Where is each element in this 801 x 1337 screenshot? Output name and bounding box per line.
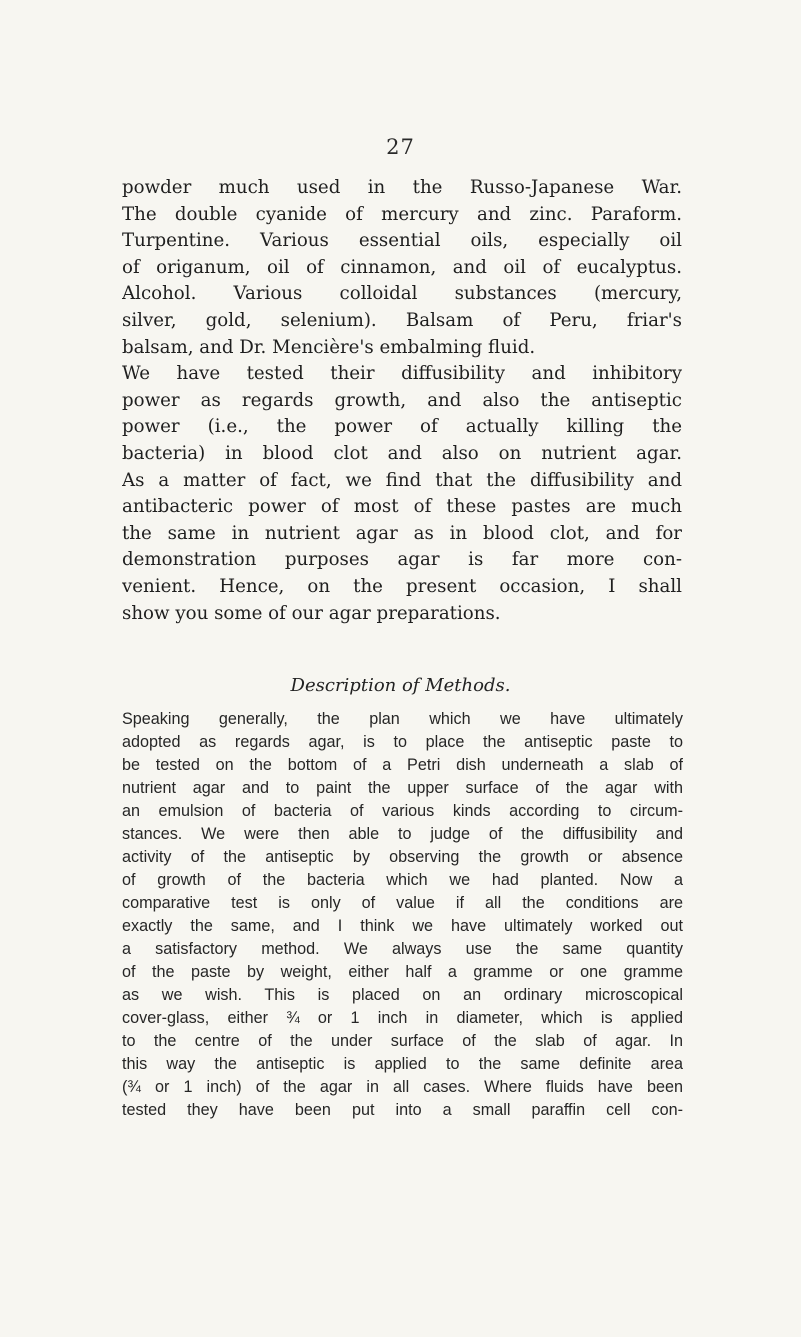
text-line: Alcohol. Various colloidal substances (mercury, bbox=[122, 283, 682, 305]
text-line: balsam, and Dr. Mencière's embalming fluid. bbox=[122, 336, 536, 358]
text-line: tested they have been put into a small paraffin cell con- bbox=[122, 1101, 683, 1119]
text-line: powder much used in the Russo-Japanese War. bbox=[122, 177, 682, 198]
text-line: power as regards growth, and also the antiseptic bbox=[122, 389, 682, 411]
text-line: We have tested their diffusibility and inhibitory bbox=[122, 363, 682, 385]
text-line: an emulsion of bacteria of various kinds according to circum- bbox=[122, 802, 683, 820]
text-line: as we wish. This is placed on an ordinary microscopical bbox=[122, 986, 683, 1004]
text-line: stances. We were then able to judge of the diffusibility and bbox=[122, 825, 683, 843]
text-line: Turpentine. Various essential oils, especially oil bbox=[122, 230, 682, 252]
text-line: power (i.e., the power of actually killing the bbox=[122, 416, 682, 438]
section-heading: Description of Methods. bbox=[290, 675, 511, 696]
text-line: this way the antiseptic is applied to the same definite area bbox=[122, 1055, 683, 1073]
text-line: (¾ or 1 inch) of the agar in all cases. Where fluids have been bbox=[122, 1078, 683, 1096]
text-line: silver, gold, selenium). Balsam of Peru, friar's bbox=[122, 309, 682, 331]
text-line: antibacteric power of most of these pastes are much bbox=[122, 496, 682, 518]
text-line: bacteria) in blood clot and also on nutrient agar. bbox=[122, 442, 682, 464]
text-line: show you some of our agar preparations. bbox=[122, 602, 501, 624]
text-line: The double cyanide of mercury and zinc. Paraform. bbox=[122, 203, 682, 225]
page-number: 27 bbox=[386, 135, 415, 159]
text-line: of the paste by weight, either half a gramme or one gramme bbox=[122, 963, 683, 981]
text-line: of origanum, oil of cinnamon, and oil of eucalyptus. bbox=[122, 256, 682, 278]
text-line: demonstration purposes agar is far more con- bbox=[122, 549, 682, 571]
text-line: cover-glass, either ¾ or 1 inch in diameter, which is applied bbox=[122, 1009, 683, 1027]
body-paragraph-2 bbox=[122, 708, 683, 1122]
text-line: of growth of the bacteria which we had planted. Now a bbox=[122, 871, 683, 889]
text-line: activity of the antiseptic by observing the growth or absence bbox=[122, 848, 683, 866]
text-line: venient. Hence, on the present occasion, I shall bbox=[122, 575, 682, 597]
text-line: to the centre of the under surface of the slab of agar. In bbox=[122, 1032, 683, 1050]
text-line: As a matter of fact, we find that the diffusibility and bbox=[122, 469, 682, 491]
text-line: adopted as regards agar, is to place the antiseptic paste to bbox=[122, 733, 683, 751]
text-line: Speaking generally, the plan which we have ultimately bbox=[122, 710, 683, 728]
text-line: a satisfactory method. We always use the same quantity bbox=[122, 940, 683, 958]
text-line: nutrient agar and to paint the upper surface of the agar with bbox=[122, 779, 683, 797]
body-paragraph-1 bbox=[122, 175, 682, 627]
text-line: exactly the same, and I think we have ultimately worked out bbox=[122, 917, 683, 935]
text-line: the same in nutrient agar as in blood clot, and for bbox=[122, 522, 682, 544]
text-line: comparative test is only of value if all the conditions are bbox=[122, 894, 683, 912]
text-line: be tested on the bottom of a Petri dish underneath a slab of bbox=[122, 756, 683, 774]
